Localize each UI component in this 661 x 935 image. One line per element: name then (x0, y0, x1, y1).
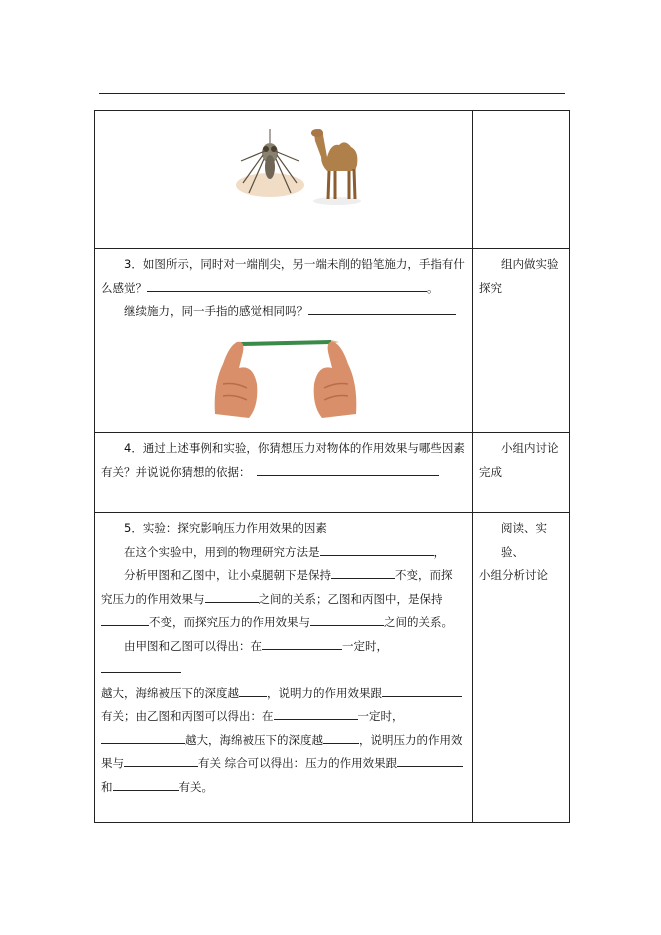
answer-blank[interactable] (274, 705, 358, 720)
mosquito-illustration (235, 123, 305, 198)
answer-blank[interactable] (320, 541, 434, 556)
question-4-cell (95, 433, 473, 513)
answer-blank[interactable] (397, 752, 463, 767)
answer-blank[interactable] (101, 611, 149, 626)
lesson-table (94, 110, 570, 823)
side-cell-empty (473, 111, 570, 249)
answer-blank[interactable] (382, 682, 462, 697)
table-row (95, 433, 570, 513)
side-cell-r3: 小组内讨论 完成 (473, 433, 570, 513)
answer-blank[interactable] (323, 729, 359, 744)
answer-blank[interactable] (101, 729, 185, 744)
table-row (95, 249, 570, 433)
answer-blank[interactable] (147, 277, 427, 292)
question-5-cell: 5．实验：探究影响压力作用效果的因素 在这个实验中，用到的物理研究方法是 ， 分析甲图和乙图中，让小桌腿朝下是保持 不变，而探 究压力的作用效果与 之间的关系；乙图和丙图中，是保持 不变，而探究压力的作用效果与 之间的关系。 由甲图和乙图可以得出：在 一定时， 越大，海绵被压下的深度越 ，说明力的作用效果跟 有关；由乙图和丙图可以得出：在 一定时， 越大，海绵被压下的深度越 ，说明压力的作用效 果与 有关 综合可以得出：压力的作用效果跟 和 有关。 (95, 513, 473, 823)
q5-title: 5．实验：探究影响压力作用效果的因素 (124, 521, 327, 535)
q3-line2: 么感觉？ 。 (101, 277, 466, 301)
camel-illustration (305, 121, 365, 206)
question-3-cell (95, 249, 473, 433)
header-rule (99, 93, 565, 94)
table-row (95, 111, 570, 249)
answer-blank[interactable] (308, 300, 456, 315)
answer-blank[interactable] (257, 461, 439, 476)
answer-blank[interactable] (113, 776, 179, 791)
answer-blank[interactable] (310, 611, 384, 626)
answer-blank[interactable] (239, 682, 267, 697)
images-cell (95, 111, 473, 249)
answer-blank[interactable] (124, 752, 198, 767)
answer-blank[interactable] (205, 588, 259, 603)
q3-line3: 继续施力，同一手指的感觉相同吗？ (101, 300, 466, 324)
table-row (95, 513, 570, 823)
side-cell-r4: 阅读、实验、 小组分析讨论 (473, 513, 570, 823)
answer-blank[interactable] (331, 564, 395, 579)
answer-blank[interactable] (262, 635, 342, 650)
q4-line1: 4．通过上述事例和实验，你猜想压力对物体的作用效果与哪些因素 (124, 441, 465, 455)
q3-line1: 3．如图所示，同时对一端削尖，另一端未削的铅笔施力，手指有什 (124, 257, 465, 271)
hands-pencil-illustration (213, 324, 358, 419)
answer-blank[interactable] (101, 658, 181, 673)
q4-line2: 有关？并说说你猜想的依据： (101, 461, 466, 485)
side-cell-r2: 组内做实验 探究 (473, 249, 570, 433)
